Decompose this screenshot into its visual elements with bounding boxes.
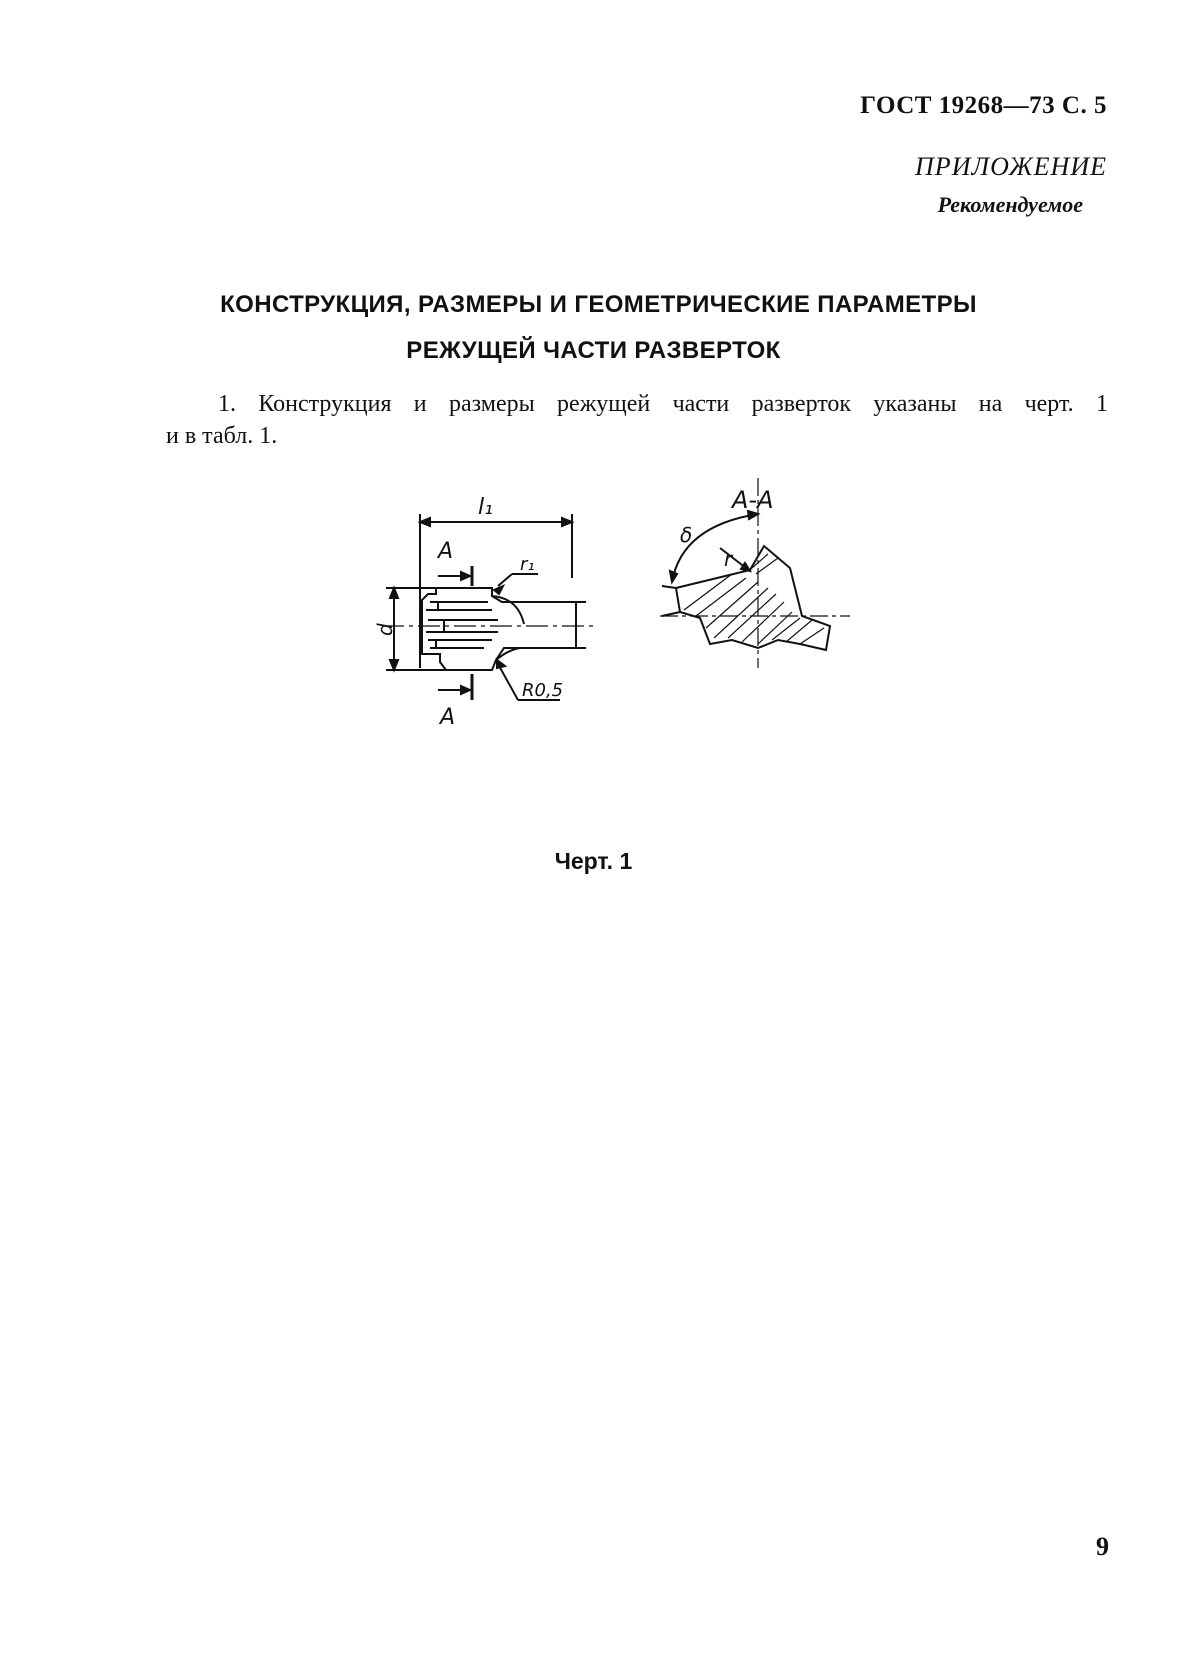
label-r-fillet: R0,5 <box>522 680 564 701</box>
appendix-label: ПРИЛОЖЕНИЕ <box>915 152 1107 181</box>
appendix-status: Рекомендуемое <box>937 192 1083 217</box>
paragraph-1-line-1: 1. Конструкция и размеры режущей части разверток указаны на черт. 1 <box>218 391 1108 417</box>
label-delta: δ <box>680 523 693 547</box>
page-number: 9 <box>1096 1532 1109 1561</box>
label-section-bottom: A <box>440 705 456 730</box>
figure-caption: Черт. 1 <box>554 848 633 874</box>
label-l1: l₁ <box>478 495 493 520</box>
label-r: r <box>724 547 733 571</box>
label-section-top: A <box>438 539 454 564</box>
document-header: ГОСТ 19268—73 С. 5 <box>860 92 1107 119</box>
figure-drawing <box>373 478 900 798</box>
label-d: d <box>373 623 397 636</box>
paragraph-1-line-2: и в табл. 1. <box>166 423 278 449</box>
section-title-line-2: РЕЖУЩЕЙ ЧАСТИ РАЗВЕРТОК <box>406 337 781 364</box>
section-title-line-1: КОНСТРУКЦИЯ, РАЗМЕРЫ И ГЕОМЕТРИЧЕСКИЕ ПАРАМЕТРЫ <box>220 291 977 318</box>
label-section-view: A-A <box>732 486 774 514</box>
label-r1: r₁ <box>520 554 535 575</box>
